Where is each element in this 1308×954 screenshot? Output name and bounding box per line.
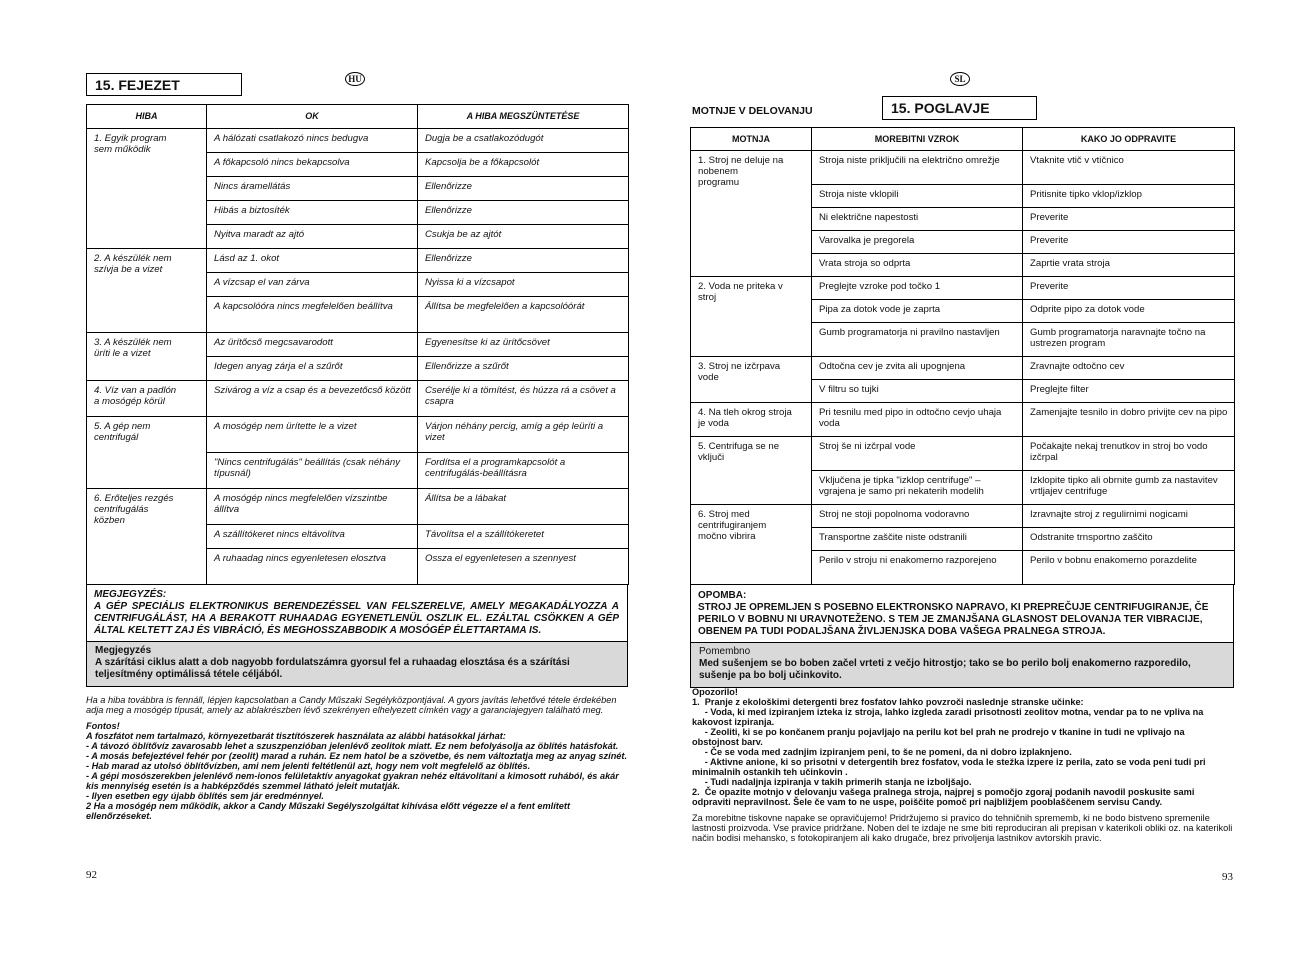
table-row — [87, 417, 629, 453]
table-row — [87, 129, 629, 153]
remedy-cell: Dugja be a csatlakozódugót — [418, 129, 629, 153]
remedy-cell: Csukja be az ajtót — [418, 225, 629, 249]
remedy-cell: Odprite pipo za dotok vode — [1023, 300, 1235, 323]
footer-line: 1. Pranje z ekološkimi detergenti brez fosfatov lahko povzroči naslednje stranske učinke: — [692, 697, 1084, 707]
troubleshooting-table — [690, 127, 1235, 585]
cause-cell: A hálózati csatlakozó nincs bedugva — [207, 129, 418, 153]
remedy-cell: Ossza el egyenletesen a szennyest — [418, 549, 629, 585]
footer-intro: Ha a hiba továbbra is fennáll, lépjen kapcsolatban a Candy Műszaki Segélyközpontjával. A gyors javítás lehetővé tétele érdekében adja meg a mosógép típusát, amely az ablakrészben lévő szekrényen elhelyezett címkén vagy a garanciajegyen található meg. — [86, 695, 617, 715]
remedy-cell: Ellenőrizze — [418, 177, 629, 201]
footer-text — [86, 695, 628, 821]
footer-line: A foszfátot nem tartalmazó, környezetbarát tisztítószerek használata az alábbi hatásokkal járhat: — [86, 731, 506, 741]
table-row — [691, 151, 1235, 185]
cause-cell: Stroj ne stoji popolnoma vodoravno — [812, 505, 1023, 528]
note-box — [86, 584, 628, 687]
language-badge: HU — [345, 72, 365, 86]
cause-cell: Ni električne napestosti — [812, 208, 1023, 231]
remedy-cell: Zravnajte odtočno cev — [1023, 357, 1235, 380]
remedy-cell: Izravnajte stroj z regulirnimi nogicami — [1023, 505, 1235, 528]
footer-line: Opozorilo! — [692, 687, 738, 697]
table-row — [87, 489, 629, 525]
footer-line: - A gépi mosószerekben jelenlévő nem-ionos felületaktív anyagokat gyakran nehéz eltávolítani a kimosott ruhából, és akár kis mennyiség esetén is a habképződés szemmel látható jeleit mutatják. — [86, 771, 622, 791]
remedy-cell: Egyenesítse ki az ürítőcsövet — [418, 333, 629, 357]
note-title: MEGJEGYZÉS: — [94, 589, 167, 600]
footer-line: - Tudi nadaljnja izpiranja v takih primerih stanja ne izboljšajo. — [692, 777, 972, 787]
remedy-cell: Várjon néhány percig, amíg a gép leüríti a vizet — [418, 417, 629, 453]
column-header: KAKO JO ODPRAVITE — [1023, 128, 1235, 151]
remedy-cell: Ellenőrizze a szűrőt — [418, 357, 629, 381]
note-body: A GÉP SPECIÁLIS ELEKTRONIKUS BERENDEZÉSSEL VAN FELSZERELVE, AMELY MEGAKADÁLYOZZA A CENTRIFUGÁLÁST, HA A BERAKOTT RUHAADAG EGYENETLENÜL OSZLIK EL. EZÁLTAL CSÖKKEN A GÉP ÁLTAL KELTETT ZAJ ÉS VIBRÁCIÓ, ÉS MEGHOSSZABBODIK A MOSÓGÉP ÉLETTARTAMA IS. — [94, 601, 619, 636]
column-header: MOTNJA — [691, 128, 812, 151]
cause-cell: A főkapcsoló nincs bekapcsolva — [207, 153, 418, 177]
footer-text — [692, 687, 1234, 843]
cause-cell: Stroj še ni izčrpal vode — [812, 437, 1023, 471]
remedy-cell: Nyissa ki a vízcsapot — [418, 273, 629, 297]
problem-cell: 5. A gép nem centrifugál — [87, 417, 207, 489]
chapter-title: 15. POGLAVJE — [882, 96, 1037, 120]
cause-cell: "Nincs centrifugálás" beállítás (csak néhány típusnál) — [207, 453, 418, 489]
language-badge: SL — [950, 72, 970, 86]
footer-line: 2 Ha a mosógép nem működik, akkor a Candy Műszaki Segélyszolgáltat kihívása előtt végezze el a fent említett ellenőrzéseket. — [86, 801, 573, 821]
chapter-title: 15. FEJEZET — [86, 73, 242, 96]
problem-cell: 4. Na tleh okrog stroja je voda — [691, 403, 812, 437]
column-header: MOREBITNI VZROK — [812, 128, 1023, 151]
cause-cell: A mosógép nem ürítette le a vizet — [207, 417, 418, 453]
cause-cell: A vízcsap el van zárva — [207, 273, 418, 297]
remedy-cell: Perilo v bobnu enakomerno porazdelite — [1023, 551, 1235, 585]
note-box — [690, 584, 1234, 688]
remedy-cell: Vtaknite vtič v vtičnico — [1023, 151, 1235, 185]
note-text — [87, 585, 627, 641]
footer-line: - Če se voda med zadnjim izpiranjem peni, to še ne pomeni, da ni dobro izplaknjeno. — [692, 747, 1072, 757]
page-number: 93 — [1222, 871, 1233, 883]
problem-cell: 1. Egyik program sem működik — [87, 129, 207, 249]
cause-cell: Pipa za dotok vode je zaprta — [812, 300, 1023, 323]
footer-important — [86, 721, 628, 821]
footer-line: - Zeoliti, ki se po končanem pranju pojavljajo na perilu kot bel prah ne prodrejo v tkanine in tudi ne vplivajo na obstojnost barv. — [692, 727, 1188, 747]
problem-cell: 5. Centrifuga se ne vključi — [691, 437, 812, 505]
remedy-cell: Gumb programatorja naravnajte točno na ustrezen program — [1023, 323, 1235, 357]
remedy-cell: Izklopite tipko ali obrnite gumb za nastavitev vrtljajev centrifuge — [1023, 471, 1235, 505]
remedy-cell: Preverite — [1023, 208, 1235, 231]
cause-cell: Perilo v stroju ni enakomerno razporejeno — [812, 551, 1023, 585]
cause-cell: Stroja niste priključili na električno omrežje — [812, 151, 1023, 185]
page-right — [654, 0, 1308, 954]
remedy-cell: Kapcsolja be a főkapcsolót — [418, 153, 629, 177]
table-row — [691, 357, 1235, 380]
cause-cell: Stroja niste vklopili — [812, 185, 1023, 208]
footer-line: Fontos! — [86, 721, 120, 731]
footer-line: - Ilyen esetben egy újabb öblítés sem jár eredménnyel. — [86, 791, 324, 801]
cause-cell: Odtočna cev je zvita ali upognjena — [812, 357, 1023, 380]
cause-cell: Gumb programatorja ni pravilno nastavljen — [812, 323, 1023, 357]
remedy-cell: Állítsa be a lábakat — [418, 489, 629, 525]
remedy-cell: Zaprtie vrata stroja — [1023, 254, 1235, 277]
cause-cell: V filtru so tujki — [812, 380, 1023, 403]
cause-cell: A kapcsolóóra nincs megfelelően beállítva — [207, 297, 418, 333]
footer-line: 2. Če opazite motnjo v delovanju vašega pralnega stroja, najprej s pomočjo zgoraj podanih navodil poskusite sami odpraviti nepravilnost. Šele če vam to ne uspe, poiščite pomoč pri najbližjem pooblaščenem servisu Candy. — [692, 787, 1197, 807]
column-header: A HIBA MEGSZÜNTETÉSE — [418, 105, 629, 129]
note-text — [691, 585, 1233, 642]
footer-disclaimer: Za morebitne tiskovne napake se opravičujemo! Pridržujemo si pravico do tehničnih sprememb, ki ne bodo bistveno spremenile lastnosti proizvoda. Vse pravice pridržane. Noben del te izdaje ne sme biti reproduciran ali prepisan v katerikoli obliki oz. na katerikoli način bodisi mehansko, s fotokopiranjem ali kako drugače, brez privoljenja lastnikov avtorskih pravic. — [692, 813, 1233, 843]
problem-cell: 1. Stroj ne deluje na nobenem programu — [691, 151, 812, 277]
remedy-cell: Pritisnite tipko vklop/izklop — [1023, 185, 1235, 208]
cause-cell: Transportne zaščite niste odstranili — [812, 528, 1023, 551]
table-row — [691, 277, 1235, 300]
problem-cell: 6. Erőteljes rezgés centrifugálás közben — [87, 489, 207, 585]
table-row — [87, 249, 629, 273]
cause-cell: A szállítókeret nincs eltávolítva — [207, 525, 418, 549]
cause-cell: Preglejte vzroke pod točko 1 — [812, 277, 1023, 300]
cause-cell: Hibás a biztosíték — [207, 201, 418, 225]
remedy-cell: Állítsa be megfelelően a kapcsolóórát — [418, 297, 629, 333]
problem-cell: 3. A készülék nem üríti le a vizet — [87, 333, 207, 381]
table-row — [691, 403, 1235, 437]
remedy-cell: Ellenőrizze — [418, 201, 629, 225]
remedy-cell: Ellenőrizze — [418, 249, 629, 273]
note-body: STROJ JE OPREMLJEN S POSEBNO ELEKTRONSKO NAPRAVO, KI PREPREČUJE CENTRIFUGIRANJE, ČE PERILO V BOBNU NI URAVNOTEŽENO. S TEM JE ZMANJŠANA GLASNOST DELOVANJA TER VIBRACIJE, OBENEM PA TUDI PODALJŠANA ŽIVLJENJSKA DOBA VAŠEGA PRALNEGA STROJA. — [698, 602, 1209, 637]
grey-note-title: Pomembno — [699, 646, 751, 657]
cause-cell: Vključena je tipka "izklop centrifuge" – vgrajena je samo pri nekaterih modelih — [812, 471, 1023, 505]
remedy-cell: Preverite — [1023, 231, 1235, 254]
cause-cell: A ruhaadag nincs egyenletesen elosztva — [207, 549, 418, 585]
remedy-cell: Odstranite trnsportno zaščito — [1023, 528, 1235, 551]
grey-note-title: Megjegyzés — [95, 645, 152, 656]
footer-warning — [692, 687, 1234, 807]
troubleshooting-table — [86, 104, 629, 585]
problem-cell: 3. Stroj ne izčrpava vode — [691, 357, 812, 403]
problem-cell: 4. Víz van a padlón a mosógép körül — [87, 381, 207, 417]
footer-line: - Voda, ki med izpiranjem izteka iz stroja, lahko izgleda zaradi prisotnosti zeolitov motna, vendar pa to ne vpliva na kakovost izpiranja. — [692, 707, 1206, 727]
problem-cell: 6. Stroj med centrifugiranjem močno vibrira — [691, 505, 812, 585]
grey-note-body: A szárítási ciklus alatt a dob nagyobb fordulatszámra gyorsul fel a ruhaadag elosztása és a szárítási teljesítmény optimálissá tétele céljából. — [95, 657, 570, 680]
remedy-cell: Zamenjajte tesnilo in dobro privijte cev na pipo — [1023, 403, 1235, 437]
cause-cell: Pri tesnilu med pipo in odtočno cevjo uhaja voda — [812, 403, 1023, 437]
footer-line: - Aktivne anione, ki so prisotni v detergentih brez fosfatov, voda le stežka izpere iz perila, zato se voda peni tudi pri minimalnih ostankih teh učinkovin . — [692, 757, 1209, 777]
table-row — [87, 333, 629, 357]
section-title: MOTNJE V DELOVANJU — [692, 105, 813, 117]
page-number: 92 — [86, 869, 97, 881]
table-row — [691, 505, 1235, 528]
column-header: OK — [207, 105, 418, 129]
problem-cell: 2. A készülék nem szívja be a vizet — [87, 249, 207, 333]
grey-note-body: Med sušenjem se bo boben začel vrteti z večjo hitrostjo; tako se bo perilo bolj enakomerno razporedilo, sušenje pa bo bolj učinkovito. — [699, 658, 1191, 681]
problem-cell: 2. Voda ne priteka v stroj — [691, 277, 812, 357]
cause-cell: Idegen anyag zárja el a szűrőt — [207, 357, 418, 381]
cause-cell: Nincs áramellátás — [207, 177, 418, 201]
table-row — [691, 437, 1235, 471]
footer-line: - A mosás befejeztével fehér por (zeolit) marad a ruhán. Ez nem hatol be a szövetbe, és nem változtatja meg az anyag színét. — [86, 751, 628, 761]
cause-cell: Vrata stroja so odprta — [812, 254, 1023, 277]
remedy-cell: Cserélje ki a tömítést, és húzza rá a csövet a csapra — [418, 381, 629, 417]
cause-cell: Az ürítőcső megcsavarodott — [207, 333, 418, 357]
cause-cell: Szivárog a víz a csap és a bevezetőcső között — [207, 381, 418, 417]
grey-note — [691, 642, 1233, 687]
remedy-cell: Preglejte filter — [1023, 380, 1235, 403]
cause-cell: Varovalka je pregorela — [812, 231, 1023, 254]
remedy-cell: Počakajte nekaj trenutkov in stroj bo vodo izčrpal — [1023, 437, 1235, 471]
remedy-cell: Preverite — [1023, 277, 1235, 300]
grey-note — [87, 641, 627, 686]
note-title: OPOMBA: — [698, 590, 747, 601]
footer-line: - Hab marad az utolsó öblítővízben, ami nem jelenti feltétlenül azt, hogy nem volt megfelelő az öblítés. — [86, 761, 531, 771]
cause-cell: A mosógép nincs megfelelően vízszintbe állítva — [207, 489, 418, 525]
remedy-cell: Fordítsa el a programkapcsolót a centrifugálás-beállításra — [418, 453, 629, 489]
cause-cell: Nyitva maradt az ajtó — [207, 225, 418, 249]
column-header: HIBA — [87, 105, 207, 129]
footer-line: - A távozó öblítővíz zavarosabb lehet a szuszpenzióban jelenlévő zeolitok miatt. Ez nem befolyásolja az öblítés hatásfokát. — [86, 741, 619, 751]
cause-cell: Lásd az 1. okot — [207, 249, 418, 273]
table-row — [87, 381, 629, 417]
remedy-cell: Távolítsa el a szállítókeretet — [418, 525, 629, 549]
